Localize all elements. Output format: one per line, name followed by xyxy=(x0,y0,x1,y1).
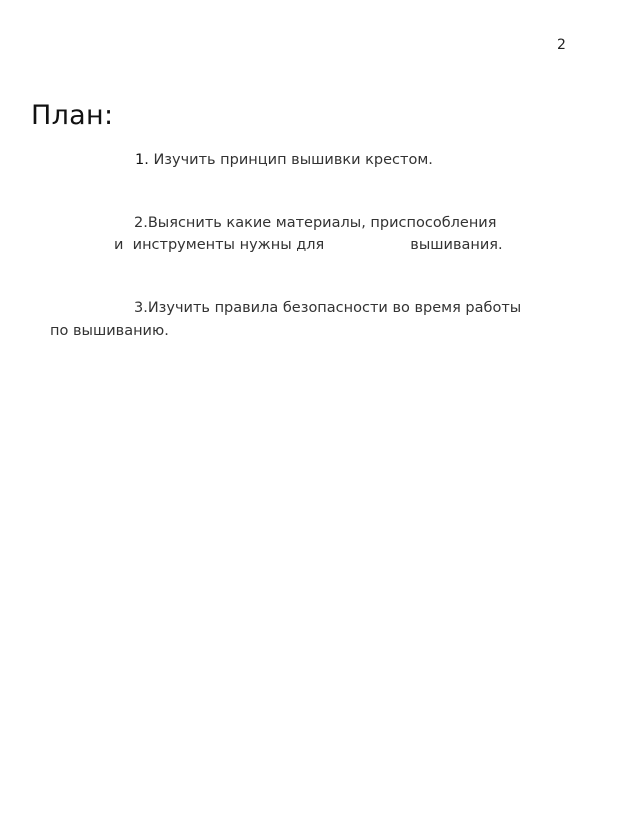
plan-item-1-number: 1. xyxy=(135,152,149,168)
plan-item-2-line-2-start: и инструменты нужны для xyxy=(114,237,325,253)
plan-item-2-line-2 xyxy=(114,237,503,253)
plan-item-1-text: Изучить принцип вышивки крестом. xyxy=(153,152,433,168)
plan-heading: План: xyxy=(31,100,114,131)
plan-item-2-line-1: 2.Выяснить какие материалы, приспособления xyxy=(134,215,497,231)
page-number: 2 xyxy=(557,37,566,53)
plan-item-3-line-1: 3.Изучить правила безопасности во время работы xyxy=(134,300,522,316)
plan-item-2-line-2-end: вышивания. xyxy=(410,237,503,253)
plan-item-3-line-2: по вышиванию. xyxy=(50,323,169,339)
plan-item-1 xyxy=(135,152,433,168)
